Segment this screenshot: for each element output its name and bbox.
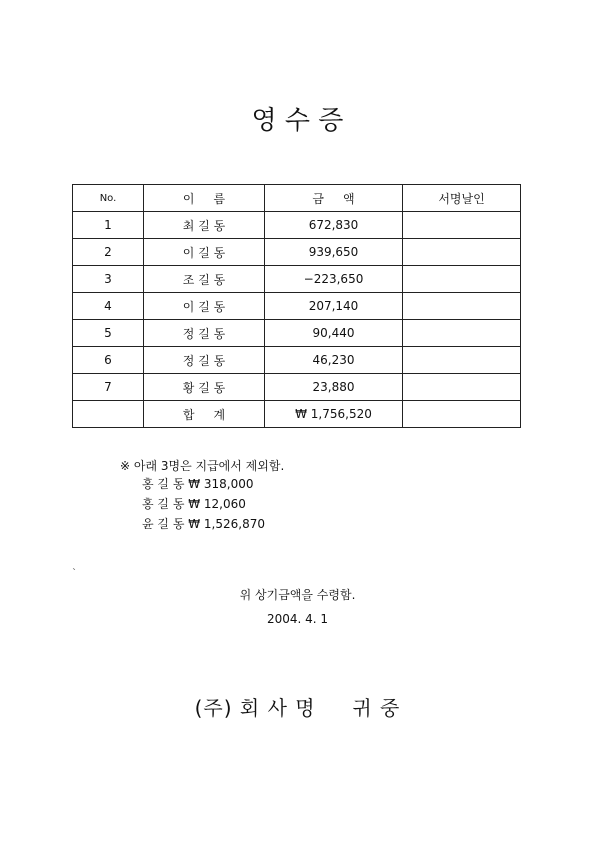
row-name: 조 길 동 xyxy=(144,266,265,293)
exclusion-item: 윤 길 동 ₩ 1,526,870 xyxy=(142,517,265,531)
row-name: 황 길 동 xyxy=(144,374,265,401)
header-amount: 금 액 xyxy=(265,185,403,212)
row-name: 이 길 동 xyxy=(144,293,265,320)
table-row xyxy=(73,293,521,320)
exclusion-item: 홍 길 동 ₩ 12,060 xyxy=(142,497,246,511)
total-no-cell xyxy=(73,401,144,428)
row-name: 이 길 동 xyxy=(144,239,265,266)
stray-mark: ` xyxy=(72,568,77,579)
row-signature-cell xyxy=(403,212,521,239)
table-row xyxy=(73,239,521,266)
row-no: 1 xyxy=(73,212,144,239)
row-signature-cell xyxy=(403,320,521,347)
row-no: 6 xyxy=(73,347,144,374)
row-signature-cell xyxy=(403,374,521,401)
row-amount: 46,230 xyxy=(265,347,403,374)
recipient-line: (주) 회 사 명 귀 중 xyxy=(194,696,401,720)
row-amount: 672,830 xyxy=(265,212,403,239)
total-row xyxy=(73,401,521,428)
total-signature-cell xyxy=(403,401,521,428)
row-name: 최 길 동 xyxy=(144,212,265,239)
row-no: 2 xyxy=(73,239,144,266)
row-no: 3 xyxy=(73,266,144,293)
total-amount: ₩ 1,756,520 xyxy=(265,401,403,428)
table-row xyxy=(73,347,521,374)
row-signature-cell xyxy=(403,239,521,266)
row-name: 정 길 동 xyxy=(144,320,265,347)
row-no: 4 xyxy=(73,293,144,320)
document-title: 영 수 증 xyxy=(251,106,344,136)
table-row xyxy=(73,266,521,293)
table-row xyxy=(73,320,521,347)
row-signature-cell xyxy=(403,347,521,374)
receipt-table xyxy=(72,184,521,428)
header-name: 이 름 xyxy=(144,185,265,212)
table-header-row xyxy=(73,185,521,212)
header-no: No. xyxy=(73,185,144,212)
row-amount: 23,880 xyxy=(265,374,403,401)
exclusion-list xyxy=(142,474,265,534)
table-row xyxy=(73,212,521,239)
exclusion-note: ※ 아래 3명은 지급에서 제외함. xyxy=(120,459,285,473)
row-amount: 90,440 xyxy=(265,320,403,347)
row-amount: 207,140 xyxy=(265,293,403,320)
exclusion-item: 홍 길 동 ₩ 318,000 xyxy=(142,477,254,491)
total-label: 합 계 xyxy=(144,401,265,428)
row-no: 5 xyxy=(73,320,144,347)
row-name: 정 길 동 xyxy=(144,347,265,374)
row-amount: −223,650 xyxy=(265,266,403,293)
receipt-date: 2004. 4. 1 xyxy=(266,612,329,626)
header-signature: 서명날인 xyxy=(403,185,521,212)
receipt-statement: 위 상기금액을 수령함. xyxy=(239,588,356,602)
row-signature-cell xyxy=(403,266,521,293)
row-no: 7 xyxy=(73,374,144,401)
row-amount: 939,650 xyxy=(265,239,403,266)
table-row xyxy=(73,374,521,401)
row-signature-cell xyxy=(403,293,521,320)
